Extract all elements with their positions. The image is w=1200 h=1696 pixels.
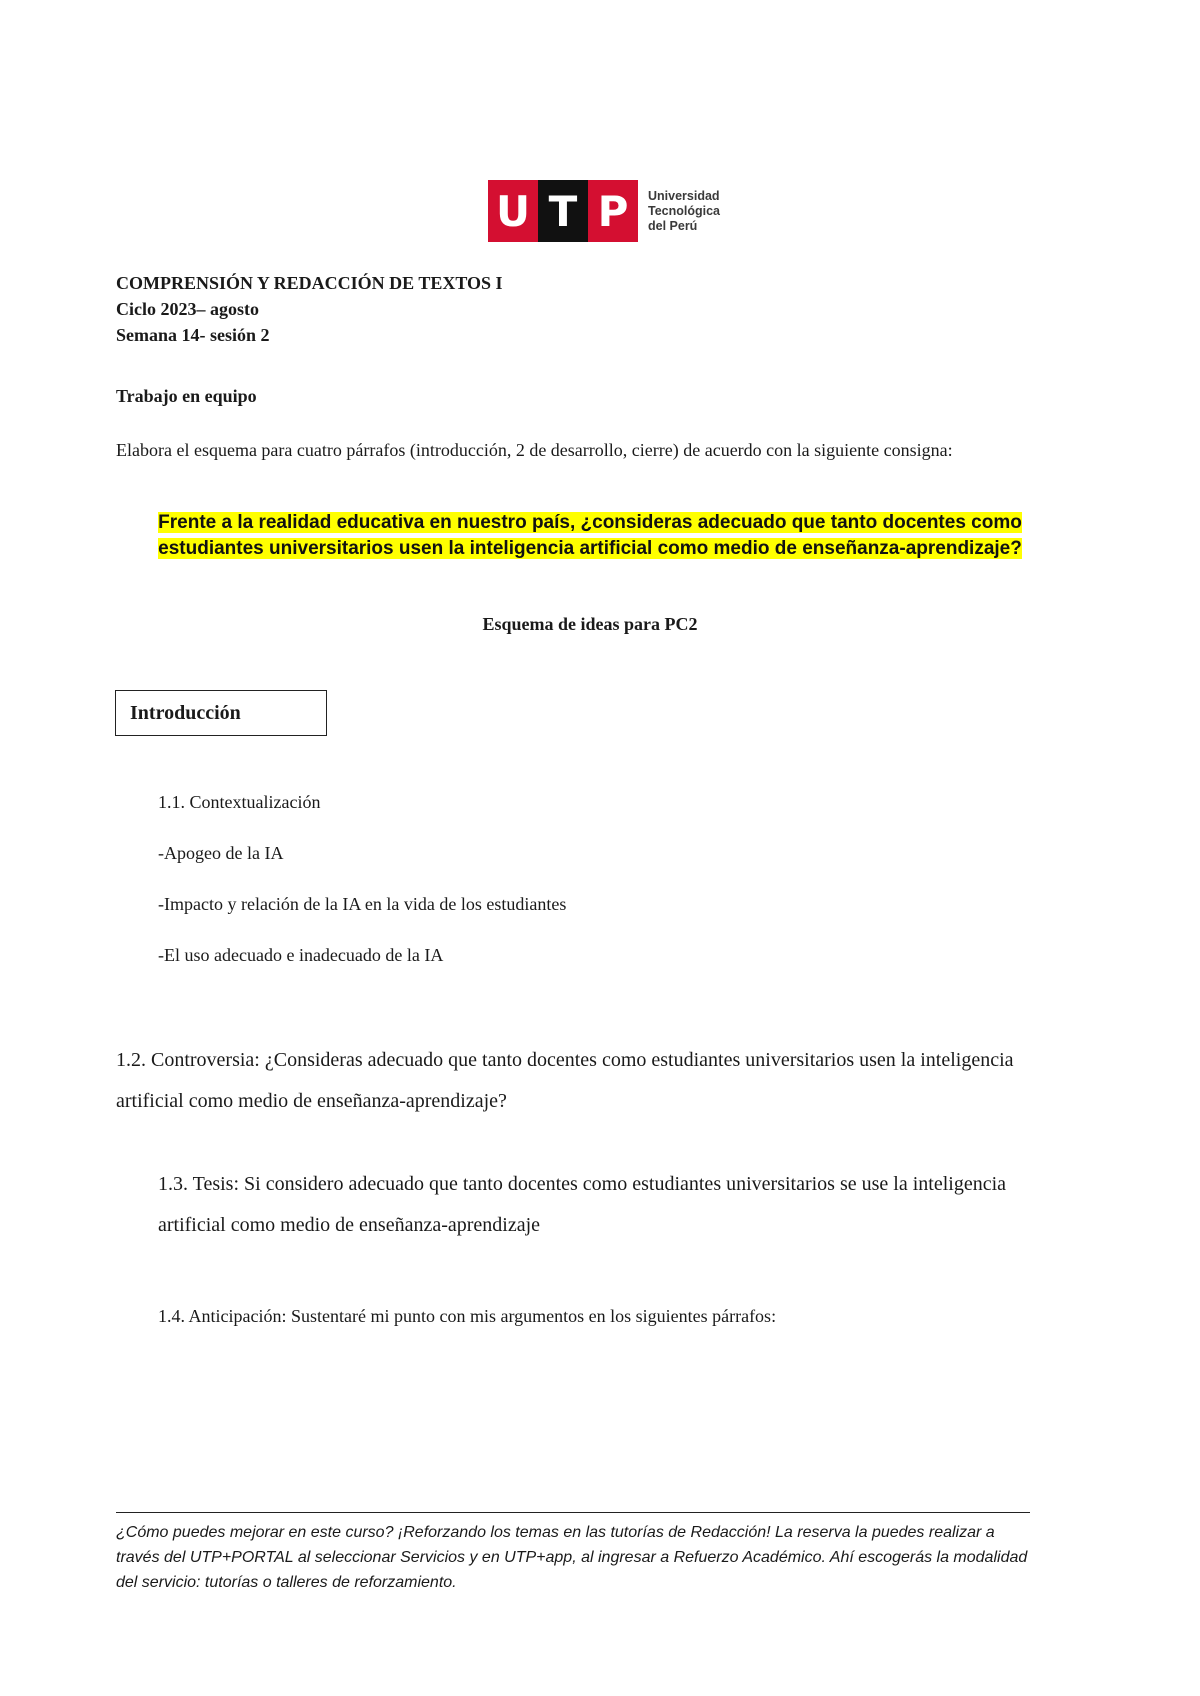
logo-letter-t: T (538, 180, 588, 242)
contextualization-item: 1.1. Contextualización (158, 792, 321, 812)
context-bullet: -Apogeo de la IA (158, 843, 284, 863)
guiding-question (110, 510, 1070, 562)
logo-text-line: Universidad (648, 188, 720, 203)
instruction-text: Elabora el esquema para cuatro párrafos (introducción, 2 de desarrollo, cierre) de acuerdo con la siguiente consigna: (116, 440, 953, 460)
footer-divider (116, 1512, 1030, 1513)
logo-wordmark (648, 189, 720, 234)
logo-letter-u: U (488, 180, 538, 242)
logo-text-line: Tecnológica (648, 203, 721, 218)
course-title: COMPRENSIÓN Y REDACCIÓN DE TEXTOS I (116, 273, 503, 293)
thesis-item: 1.3. Tesis: Si considero adecuado que tanto docentes como estudiantes universitarios se use la inteligencia artificial como medio de enseñanza-aprendizaje (158, 1173, 1007, 1236)
highlighted-question: Frente a la realidad educativa en nuestro país, ¿consideras adecuado que tanto docentes como estudiantes universitarios usen la inteligencia artificial como medio de enseñanza-aprendizaje? (158, 512, 1022, 559)
controversy-item: 1.2. Controversia: ¿Consideras adecuado que tanto docentes como estudiantes universitarios usen la inteligencia artificial como medio de enseñanza-aprendizaje? (116, 1049, 1014, 1112)
utp-logo-mark (488, 180, 638, 242)
scheme-title: Esquema de ideas para PC2 (482, 614, 698, 634)
week-label: Semana 14- sesión 2 (116, 325, 270, 345)
footer-note: ¿Cómo puedes mejorar en este curso? ¡Reforzando los temas en las tutorías de Redacción! La reserva la puedes realizar a través del UTP+PORTAL al seleccionar Servicios y en UTP+app, al ingresar a Refuerzo Académico. Ahí escogerás la modalidad del servicio: tutorías o talleres de reforzamiento. (116, 1524, 1028, 1591)
intro-section-box: Introducción (115, 690, 327, 736)
cycle-label: Ciclo 2023– agosto (116, 299, 259, 319)
logo-text-line: del Perú (648, 218, 698, 233)
team-work-heading: Trabajo en equipo (116, 386, 257, 406)
utp-logo (488, 180, 720, 242)
context-bullet: -Impacto y relación de la IA en la vida de los estudiantes (158, 894, 567, 914)
anticipation-item: 1.4. Anticipación: Sustentaré mi punto con mis argumentos en los siguientes párrafos: (158, 1306, 777, 1326)
document-header (116, 270, 503, 348)
context-bullet: -El uso adecuado e inadecuado de la IA (158, 945, 444, 965)
logo-letter-p: P (588, 180, 638, 242)
